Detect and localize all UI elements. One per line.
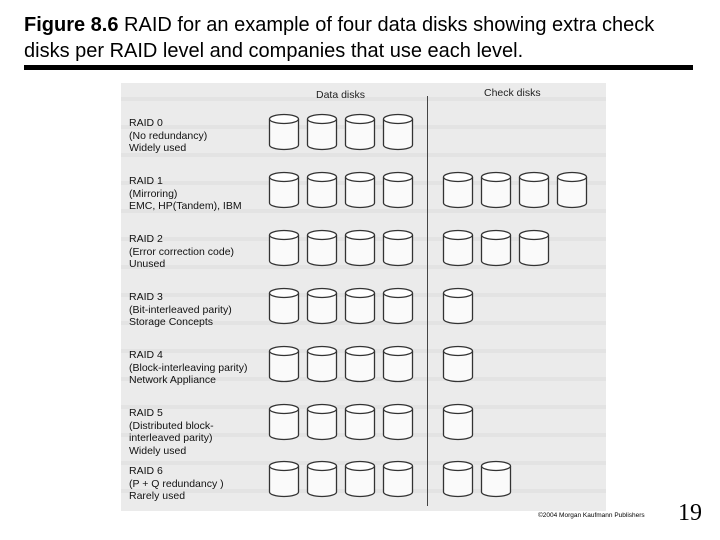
data-disk-icon [268,287,300,325]
raid-level-line: (P + Q redundancy ) [129,477,224,490]
check-disk-icon [442,460,474,498]
data-disk-icon [382,403,414,441]
raid-level-label [129,465,224,503]
check-disk-icon [480,229,512,267]
raid-level-line: EMC, HP(Tandem), IBM [129,200,242,212]
raid-level-line: Storage Concepts [129,316,214,328]
data-disk-icon [268,171,300,209]
data-disk-icon [306,345,338,383]
check-disk-icon [480,171,512,209]
raid-level-line: Unused [129,258,166,270]
data-disk-icon [306,113,338,151]
data-disk-icon [306,171,338,209]
raid-level-line: Network Appliance [129,374,216,386]
title-rule [24,65,693,70]
data-disk-icon [344,287,376,325]
raid-level-line: Rarely used [129,490,186,502]
data-disk-icon [268,345,300,383]
data-disk-icon [382,460,414,498]
data-disk-icon [268,460,300,498]
raid-level-line: (Distributed block- [129,419,214,432]
check-disk-icon [442,287,474,325]
data-disk-icon [344,460,376,498]
data-disk-icon [344,171,376,209]
raid-level-line: Widely used [129,142,187,154]
raid-level-line: RAID 1 [129,175,163,187]
check-disk-icon [442,345,474,383]
figure-caption [24,12,704,64]
data-disk-icon [344,345,376,383]
data-check-divider [427,96,428,506]
figure-label: Figure 8.6 [24,14,119,36]
data-disk-icon [344,113,376,151]
check-disk-icon [442,403,474,441]
data-disk-icon [268,113,300,151]
figure-caption-text: RAID for an example of four data disks showing extra check disks per RAID level and companies that use each level. [24,14,655,62]
raid-level-label [129,291,232,329]
data-disk-icon [268,403,300,441]
check-disk-icon [556,171,588,209]
raid-level-line: RAID 4 [129,349,163,361]
raid-level-label [129,117,207,155]
raid-level-line: (Mirroring) [129,187,178,200]
check-disk-icon [442,229,474,267]
check-disk-icon [480,460,512,498]
data-disk-icon [382,287,414,325]
raid-level-line: RAID 0 [129,117,163,129]
data-disk-icon [306,403,338,441]
data-disk-icon [344,229,376,267]
raid-level-line: interleaved parity) [129,432,213,444]
raid-level-label [129,233,234,271]
data-disk-icon [382,171,414,209]
raid-level-line: RAID 3 [129,291,163,303]
data-disk-icon [382,113,414,151]
data-disk-icon [306,460,338,498]
data-disk-icon [344,403,376,441]
raid-level-label [129,175,242,213]
page-number: 19 [678,500,702,526]
raid-level-line: (Error correction code) [129,245,235,258]
check-disk-icon [442,171,474,209]
raid-level-line: RAID 6 [129,465,163,477]
raid-level-line: RAID 2 [129,233,163,245]
data-disk-icon [382,229,414,267]
data-disk-icon [306,287,338,325]
copyright-notice: ©2004 Morgan Kaufmann Publishers [538,512,645,519]
check-disks-header: Check disks [484,87,541,99]
data-disks-header: Data disks [316,89,366,101]
check-disk-icon [518,229,550,267]
check-disk-icon [518,171,550,209]
raid-level-line: (Block-interleaving parity) [129,361,248,374]
raid-level-label [129,349,247,387]
data-disk-icon [382,345,414,383]
raid-level-line: RAID 5 [129,407,163,419]
raid-level-label [129,407,214,457]
raid-level-line: (Bit-interleaved parity) [129,303,232,316]
data-disk-icon [306,229,338,267]
raid-level-line: (No redundancy) [129,129,208,142]
data-disk-icon [268,229,300,267]
raid-level-line: Widely used [129,444,187,457]
